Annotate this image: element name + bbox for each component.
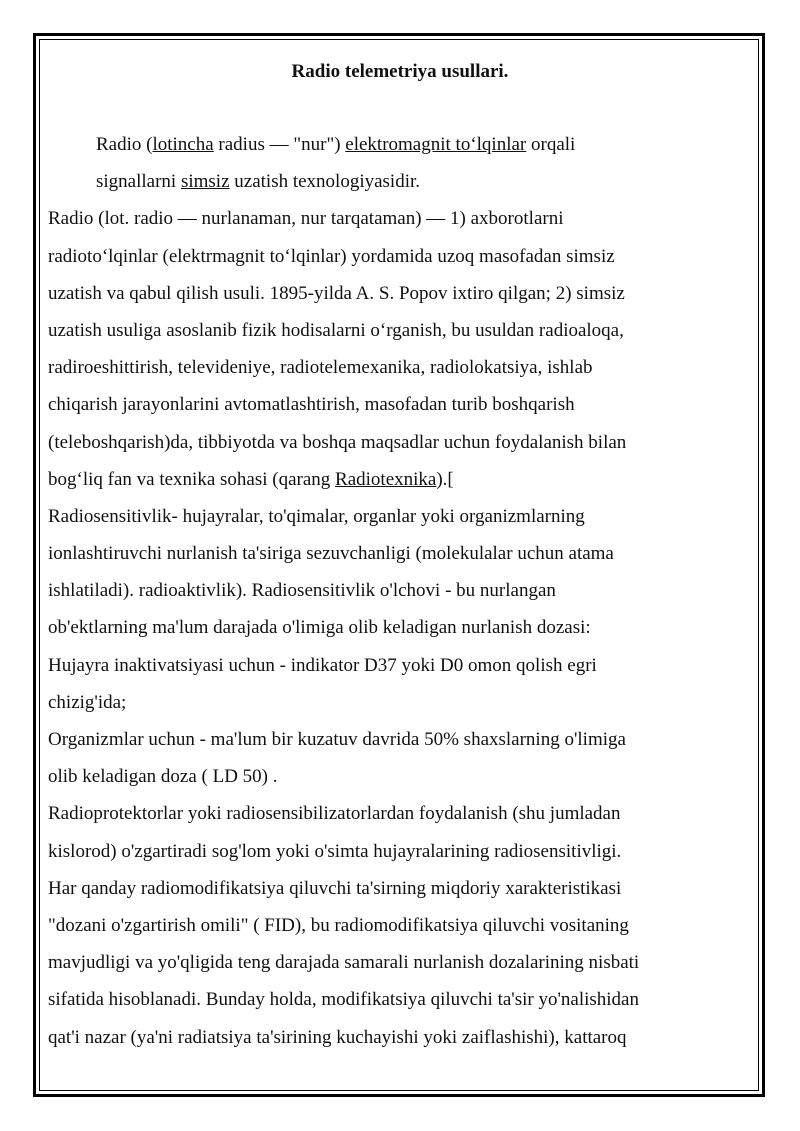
text-line: mavjudligi va yo'qligida teng darajada samarali nurlanish dozalarining nisbati [48, 952, 640, 974]
link-radiotexnika[interactable]: Radiotexnika [335, 468, 437, 490]
footnote-bracket-link[interactable]: [ [447, 468, 454, 490]
text-line: Hujayra inaktivatsiyasi uchun - indikator D37 yoki D0 omon qolish egri [48, 654, 597, 676]
text-line: radiroeshittirish, televideniye, radiotelemexanika, radiolokatsiya, ishlab [48, 357, 593, 379]
intro-line [48, 163, 748, 200]
text-line: chizig'ida; [48, 691, 127, 713]
text-line: "dozani o'zgartirish omili" ( FID), bu radiomodifikatsiya qiluvchi vositaning [48, 914, 629, 936]
text-line: Radiosensitivlik- hujayralar, to'qimalar, organlar yoki organizmlarning [48, 505, 585, 527]
link-elektromagnit[interactable]: elektromagnit to‘lqinlar [345, 134, 527, 155]
text-line: Har qanday radiomodifikatsiya qiluvchi ta'sirning miqdoriy xarakteristikasi [48, 877, 622, 899]
text-line: ob'ektlarning ma'lum darajada o'limiga olib keladigan nurlanish dozasi: [48, 617, 591, 639]
text-line: uzatish usuliga asoslanib fizik hodisalarni o‘rganish, bu usuldan radioaloqa, [48, 319, 624, 341]
text-line: Radio (lot. radio — nurlanaman, nur tarqataman) — 1) axborotlarni [48, 208, 564, 230]
link-lotincha[interactable]: lotincha [152, 134, 214, 155]
intro-line [48, 126, 748, 163]
ref-text: ). [436, 468, 448, 490]
text-line: chiqarish jarayonlarini avtomatlashtirish, masofadan turib boshqarish [48, 394, 575, 416]
text-line: qat'i nazar (ya'ni radiatsiya ta'sirining kuchayishi yoki zaiflashishi), kattaroq [48, 1026, 627, 1048]
intro-text: radius — "nur") [213, 134, 346, 155]
link-simsiz[interactable]: simsiz [180, 171, 230, 193]
intro-text: Radio ( [96, 134, 153, 155]
text-line: ionlashtiruvchi nurlanish ta'siriga sezuvchanligi (molekulalar uchun atama [48, 543, 614, 565]
text-line: (teleboshqarish)da, tibbiyotda va boshqa maqsadlar uchun foydalanish bilan [48, 431, 627, 453]
intro-text: uzatish texnologiyasidir. [229, 171, 421, 193]
text-line: olib keladigan doza ( LD 50) . [48, 766, 278, 788]
document-title: Radio telemetriya usullari. [291, 61, 509, 82]
text-line: kislorod) o'zgartiradi sog'lom yoki o'simta hujayralarining radiosensitivligi. [48, 840, 622, 862]
text-line: radioto‘lqinlar (elektrmagnit to‘lqinlar) yordamida uzoq masofadan simsiz [48, 245, 615, 267]
document-body [48, 126, 748, 1056]
text-line [48, 461, 748, 498]
intro-text: signallarni [96, 171, 181, 193]
text-line: uzatish va qabul qilish usuli. 1895-yilda A. S. Popov ixtiro qilgan; 2) simsiz [48, 282, 625, 304]
ref-text: bog‘liq fan va texnika sohasi (qarang [48, 468, 336, 490]
text-line: Radioprotektorlar yoki radiosensibilizatorlardan foydalanish (shu jumladan [48, 803, 621, 825]
intro-text: orqali [526, 134, 576, 155]
text-line: sifatida hisoblanadi. Bunday holda, modifikatsiya qiluvchi ta'sir yo'nalishidan [48, 989, 639, 1011]
text-line: ishlatiladi). radioaktivlik). Radiosensitivlik o'lchovi - bu nurlangan [48, 580, 556, 602]
text-line: Organizmlar uchun - ma'lum bir kuzatuv davrida 50% shaxslarning o'limiga [48, 729, 626, 750]
